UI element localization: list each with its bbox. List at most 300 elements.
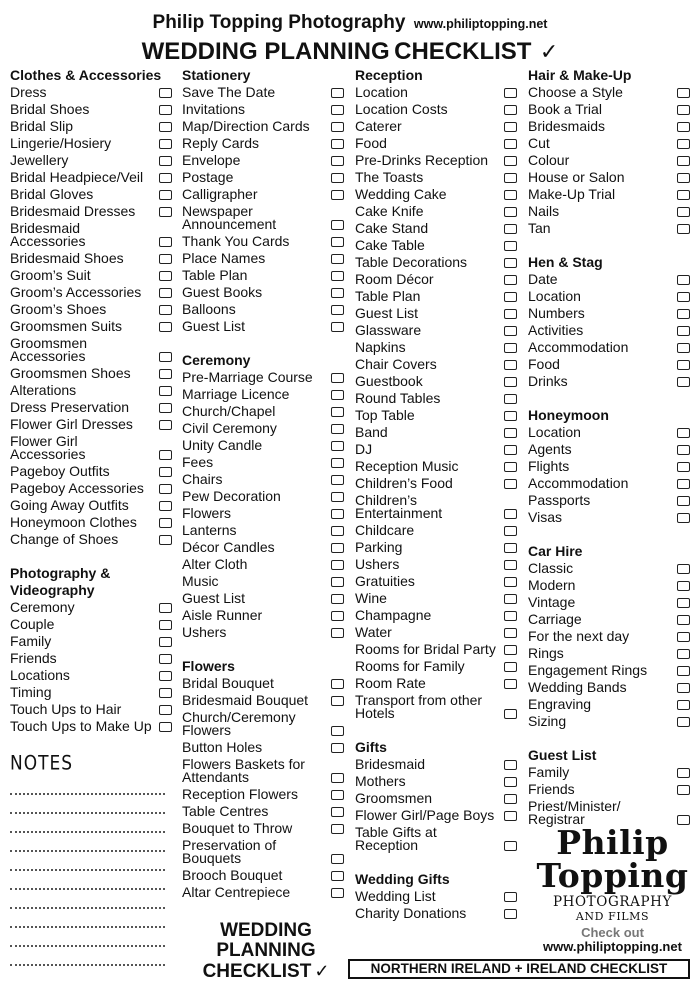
checklist-item	[528, 271, 690, 288]
checklist-item	[355, 607, 517, 624]
checklist-item	[182, 692, 344, 709]
checkbox[interactable]	[331, 871, 344, 881]
checklist-item	[528, 424, 690, 441]
checkbox[interactable]	[504, 679, 517, 689]
checkbox[interactable]	[504, 411, 517, 421]
checklist-item-label: Ushers	[182, 624, 227, 640]
checkbox[interactable]	[677, 815, 690, 825]
checkbox[interactable]	[159, 403, 172, 413]
checkbox[interactable]	[677, 377, 690, 387]
checkbox[interactable]	[159, 467, 172, 477]
checkbox[interactable]	[159, 369, 172, 379]
header-url[interactable]: www.philiptopping.net	[413, 17, 548, 31]
section-honeymoon	[528, 407, 690, 526]
checklist-item	[182, 267, 344, 284]
checkbox[interactable]	[331, 458, 344, 468]
checkbox[interactable]	[677, 122, 690, 132]
checklist-item-label: Wedding List	[355, 888, 436, 904]
checklist-item-label: Bridesmaid Accessories	[10, 220, 86, 249]
checkbox[interactable]	[331, 628, 344, 638]
checklist-item	[528, 118, 690, 135]
checkbox[interactable]	[159, 105, 172, 115]
checkbox[interactable]	[504, 258, 517, 268]
checkbox[interactable]	[504, 526, 517, 536]
checkbox[interactable]	[504, 594, 517, 604]
checklist-item	[182, 505, 344, 522]
checklist-item	[355, 492, 517, 522]
checklist-item-label: Water	[355, 624, 392, 640]
checkbox[interactable]	[504, 105, 517, 115]
checkbox[interactable]	[159, 122, 172, 132]
checklist-item	[355, 692, 517, 722]
checkbox[interactable]	[504, 173, 517, 183]
checklist-item	[10, 684, 172, 701]
checkbox[interactable]	[331, 237, 344, 247]
checklist-item-label: Vintage	[528, 594, 576, 610]
checkbox[interactable]	[331, 807, 344, 817]
checkbox[interactable]	[504, 207, 517, 217]
checklist-item-label: Calligrapher	[182, 186, 258, 202]
checklist-item-label: Music	[182, 573, 219, 589]
section-hen-stag	[528, 254, 690, 390]
checkbox[interactable]	[159, 705, 172, 715]
checklist-item-label: Priest/Minister/ Registrar	[528, 798, 621, 827]
checkbox[interactable]	[331, 611, 344, 621]
checkbox[interactable]	[677, 156, 690, 166]
footer-title-line-3	[186, 961, 346, 982]
checkbox[interactable]	[677, 632, 690, 642]
notes-line[interactable]	[10, 852, 165, 871]
checkbox[interactable]	[331, 679, 344, 689]
notes-title: NOTES	[10, 752, 74, 775]
checklist-item-label: Book a Trial	[528, 101, 602, 117]
checkbox[interactable]	[331, 560, 344, 570]
checkbox[interactable]	[159, 386, 172, 396]
checklist-item	[528, 220, 690, 237]
checkbox[interactable]	[504, 241, 517, 251]
checkbox[interactable]	[331, 577, 344, 587]
checklist-item-label: Aisle Runner	[182, 607, 263, 623]
checklist-item-label: Bridesmaid	[355, 756, 426, 772]
checkbox[interactable]	[331, 743, 344, 753]
checklist-item	[10, 433, 172, 463]
section-flowers	[182, 658, 344, 901]
checklist-item	[355, 407, 517, 424]
checkbox[interactable]	[159, 352, 172, 362]
checkbox[interactable]	[331, 790, 344, 800]
checklist-item-label: Groomsmen Accessories	[10, 335, 88, 364]
checkbox[interactable]	[159, 688, 172, 698]
checkbox[interactable]	[331, 190, 344, 200]
checklist-item-label: Wedding Bands	[528, 679, 627, 695]
footer-url[interactable]: www.philiptopping.net	[543, 939, 682, 954]
checkbox[interactable]	[504, 462, 517, 472]
checkbox[interactable]	[677, 666, 690, 676]
checklist-item-label: Map/Direction Cards	[182, 118, 310, 134]
checkbox[interactable]	[331, 122, 344, 132]
checkbox[interactable]	[159, 654, 172, 664]
checkbox[interactable]	[159, 207, 172, 217]
checkbox[interactable]	[677, 564, 690, 574]
checklist-item-label: Passports	[528, 492, 591, 508]
checkbox[interactable]	[331, 594, 344, 604]
checklist-item	[355, 824, 517, 854]
checkbox[interactable]	[677, 598, 690, 608]
checklist-item	[182, 488, 344, 505]
checkbox[interactable]	[504, 811, 517, 821]
checklist-item	[355, 905, 517, 922]
checkbox[interactable]	[504, 709, 517, 719]
checkbox[interactable]	[677, 479, 690, 489]
checkbox[interactable]	[677, 513, 690, 523]
checkbox[interactable]	[504, 156, 517, 166]
checkbox[interactable]	[677, 88, 690, 98]
checklist-item-label: Groomsmen Shoes	[10, 365, 131, 381]
checkbox[interactable]	[159, 518, 172, 528]
checklist-item-label: Ushers	[355, 556, 400, 572]
checkbox[interactable]	[331, 105, 344, 115]
checklist-item	[182, 284, 344, 301]
checkbox[interactable]	[159, 620, 172, 630]
logo	[535, 823, 690, 923]
checklist-item-label: For the next day	[528, 628, 630, 644]
checkbox[interactable]	[159, 288, 172, 298]
checkbox[interactable]	[677, 139, 690, 149]
checkbox[interactable]	[504, 394, 517, 404]
checklist-item-label: Place Names	[182, 250, 266, 266]
checkbox[interactable]	[331, 288, 344, 298]
checkbox[interactable]	[504, 275, 517, 285]
checklist-item-label: Pageboy Outfits	[10, 463, 110, 479]
checklist-item-label: Flower Girl Dresses	[10, 416, 133, 432]
checklist-item-label: Cut	[528, 135, 550, 151]
checklist-item-label: Alter Cloth	[182, 556, 248, 572]
checkbox[interactable]	[504, 560, 517, 570]
checkbox[interactable]	[504, 777, 517, 787]
checklist-item-label: Brooch Bouquet	[182, 867, 283, 883]
checkbox[interactable]	[331, 305, 344, 315]
checklist-item	[355, 641, 517, 658]
checkbox[interactable]	[504, 611, 517, 621]
checklist-item-label: Button Holes	[182, 739, 263, 755]
checklist-item-label: Fees	[182, 454, 214, 470]
checklist-item	[182, 786, 344, 803]
checkbox[interactable]	[159, 190, 172, 200]
checkbox[interactable]	[331, 441, 344, 451]
checkbox[interactable]	[159, 450, 172, 460]
checklist-item	[10, 152, 172, 169]
checkbox[interactable]	[677, 326, 690, 336]
checkbox[interactable]	[159, 420, 172, 430]
checkbox[interactable]	[331, 854, 344, 864]
notes-line[interactable]	[10, 928, 165, 947]
checklist-item	[528, 764, 690, 781]
column-3	[355, 67, 517, 939]
checklist-item-label: Family	[10, 633, 52, 649]
checklist-item	[528, 169, 690, 186]
checklist-item	[182, 101, 344, 118]
checklist-item	[355, 84, 517, 101]
checklist-item-label: Cake Table	[355, 237, 425, 253]
checkbox[interactable]	[504, 794, 517, 804]
checkbox[interactable]	[677, 292, 690, 302]
checkbox[interactable]	[677, 105, 690, 115]
checklist-item-label: Caterer	[355, 118, 402, 134]
logo-line-2: Topping	[536, 856, 689, 895]
checklist-item-label: Touch Ups to Make Up	[10, 718, 152, 734]
checkbox[interactable]	[504, 428, 517, 438]
checklist-item	[355, 288, 517, 305]
checkbox[interactable]	[677, 445, 690, 455]
checkbox[interactable]	[504, 892, 517, 902]
checkbox[interactable]	[159, 671, 172, 681]
checklist-item-label: Reception Flowers	[182, 786, 298, 802]
checklist-item	[10, 101, 172, 118]
section-gifts	[355, 739, 517, 854]
checklist-item	[182, 420, 344, 437]
checklist-item	[528, 594, 690, 611]
checklist-item-label: Dress Preservation	[10, 399, 130, 415]
checkbox[interactable]	[331, 824, 344, 834]
checkbox[interactable]	[159, 637, 172, 647]
section-photography-videography	[10, 565, 172, 735]
section-car-hire	[528, 543, 690, 730]
checkbox[interactable]	[504, 377, 517, 387]
checkbox[interactable]	[159, 254, 172, 264]
checkbox[interactable]	[504, 190, 517, 200]
checkbox[interactable]	[677, 190, 690, 200]
check-out-label: Check out	[581, 925, 644, 940]
checklist-item	[182, 152, 344, 169]
checklist-item	[10, 318, 172, 335]
checklist-item	[528, 84, 690, 101]
notes-line[interactable]	[10, 833, 165, 852]
checkbox[interactable]	[677, 343, 690, 353]
checkbox[interactable]	[331, 88, 344, 98]
checkbox[interactable]	[677, 649, 690, 659]
checkbox[interactable]	[331, 271, 344, 281]
checklist-item	[528, 509, 690, 526]
checkbox[interactable]	[504, 841, 517, 851]
checkbox[interactable]	[159, 535, 172, 545]
checkbox[interactable]	[504, 645, 517, 655]
checklist-item	[355, 522, 517, 539]
notes-line[interactable]	[10, 890, 165, 909]
section-guest-list	[528, 747, 690, 828]
checkbox[interactable]	[331, 543, 344, 553]
checklist-item-label: Agents	[528, 441, 572, 457]
region-banner: NORTHERN IRELAND + IRELAND CHECKLIST	[348, 959, 690, 979]
checklist-item	[182, 590, 344, 607]
checklist-item-label: Carriage	[528, 611, 582, 627]
checklist-item	[182, 709, 344, 739]
checklist-item-label: Preservation of Bouquets	[182, 837, 277, 866]
checkbox[interactable]	[159, 156, 172, 166]
notes-line[interactable]	[10, 947, 165, 966]
checklist-item-label: Flowers	[182, 505, 232, 521]
checklist-item-label: Ceremony	[10, 599, 75, 615]
checkbox[interactable]	[159, 271, 172, 281]
checkbox[interactable]	[331, 726, 344, 736]
checkbox[interactable]	[677, 428, 690, 438]
checklist-item	[528, 679, 690, 696]
checklist-item-label: Children’s Entertainment	[355, 492, 443, 521]
checklist-item-label: Guestbook	[355, 373, 423, 389]
checklist-item-label: Church/Ceremony Flowers	[182, 709, 296, 738]
checklist-item-label: Save The Date	[182, 84, 276, 100]
checklist-item-label: Nails	[528, 203, 560, 219]
page-title-part2: CHECKLIST	[394, 38, 532, 65]
section-title: Clothes & Accessories	[10, 67, 162, 83]
checklist-item	[182, 203, 344, 233]
checkbox[interactable]	[677, 785, 690, 795]
checklist-item-label: Band	[355, 424, 388, 440]
checklist-item	[528, 373, 690, 390]
checkbox[interactable]	[504, 509, 517, 519]
section-title: Hen & Stag	[528, 254, 603, 270]
checkbox[interactable]	[159, 501, 172, 511]
checkbox[interactable]	[504, 292, 517, 302]
checkbox[interactable]	[504, 309, 517, 319]
checklist-item-label: Chairs	[182, 471, 223, 487]
checkbox[interactable]	[331, 139, 344, 149]
checkbox[interactable]	[504, 445, 517, 455]
checklist-item	[528, 339, 690, 356]
checkbox[interactable]	[677, 496, 690, 506]
checkbox[interactable]	[504, 760, 517, 770]
checkbox[interactable]	[159, 139, 172, 149]
checklist-item-label: Bridesmaids	[528, 118, 606, 134]
checkbox[interactable]	[504, 88, 517, 98]
checkbox[interactable]	[504, 360, 517, 370]
checklist-item	[355, 390, 517, 407]
checkbox[interactable]	[504, 543, 517, 553]
checkbox[interactable]	[331, 509, 344, 519]
checkbox[interactable]	[331, 526, 344, 536]
checkbox[interactable]	[159, 237, 172, 247]
checkbox[interactable]	[677, 581, 690, 591]
section-title: Photography & Videography	[10, 565, 111, 598]
checkbox[interactable]	[331, 373, 344, 383]
checkbox[interactable]	[159, 173, 172, 183]
checklist-item-label: Thank You Cards	[182, 233, 290, 249]
checkbox[interactable]	[677, 207, 690, 217]
notes-line[interactable]	[10, 814, 165, 833]
checkbox[interactable]	[331, 407, 344, 417]
checklist-item	[355, 590, 517, 607]
checkbox[interactable]	[504, 224, 517, 234]
checkbox[interactable]	[677, 224, 690, 234]
checkbox[interactable]	[677, 615, 690, 625]
notes-line[interactable]	[10, 776, 165, 795]
checkbox[interactable]	[677, 309, 690, 319]
checklist-item-label: Bridesmaid Bouquet	[182, 692, 309, 708]
section-title: Gifts	[355, 739, 387, 755]
checkbox[interactable]	[504, 122, 517, 132]
checklist-item	[355, 118, 517, 135]
checkbox[interactable]	[331, 475, 344, 485]
checklist-item-label: Food	[355, 135, 387, 151]
checkbox[interactable]	[159, 88, 172, 98]
checklist-item	[528, 577, 690, 594]
checklist-item-label: Bridal Bouquet	[182, 675, 274, 691]
notes-line[interactable]	[10, 909, 165, 928]
checkbox[interactable]	[677, 683, 690, 693]
page-title-part1: WEDDING PLANNING	[141, 38, 390, 65]
checklist-item-label: Wine	[355, 590, 387, 606]
checklist-item-label: Mothers	[355, 773, 406, 789]
checkbox[interactable]	[331, 220, 344, 230]
checklist-item-label: Classic	[528, 560, 574, 576]
checklist-item-label: Lingerie/Hosiery	[10, 135, 112, 151]
checkbox[interactable]	[677, 768, 690, 778]
checklist-item	[528, 492, 690, 509]
checklist-item	[355, 220, 517, 237]
checkbox[interactable]	[677, 462, 690, 472]
checklist-item-label: Locations	[10, 667, 70, 683]
checkbox[interactable]	[504, 577, 517, 587]
section-title: Honeymoon	[528, 407, 609, 423]
checkbox[interactable]	[677, 717, 690, 727]
checkbox[interactable]	[504, 479, 517, 489]
checklist-item	[182, 386, 344, 403]
checkbox[interactable]	[331, 173, 344, 183]
checkbox[interactable]	[331, 322, 344, 332]
checkbox[interactable]	[677, 275, 690, 285]
checkbox[interactable]	[677, 173, 690, 183]
checkbox[interactable]	[504, 139, 517, 149]
checklist-item	[355, 322, 517, 339]
checkbox[interactable]	[504, 343, 517, 353]
checklist-item	[528, 560, 690, 577]
checklist-item	[528, 696, 690, 713]
checkbox[interactable]	[331, 696, 344, 706]
checkbox[interactable]	[331, 888, 344, 898]
checklist-item-label: House or Salon	[528, 169, 625, 185]
checkbox[interactable]	[677, 700, 690, 710]
checklist-item-label: Décor Candles	[182, 539, 275, 555]
notes-line[interactable]	[10, 795, 165, 814]
checkbox[interactable]	[159, 322, 172, 332]
checkbox[interactable]	[677, 360, 690, 370]
checkbox[interactable]	[504, 662, 517, 672]
checkbox[interactable]	[331, 156, 344, 166]
checklist-item	[10, 514, 172, 531]
checklist-item	[10, 599, 172, 616]
checkbox[interactable]	[331, 492, 344, 502]
checkbox[interactable]	[504, 628, 517, 638]
checkbox[interactable]	[159, 603, 172, 613]
checkbox[interactable]	[159, 305, 172, 315]
checklist-item	[355, 790, 517, 807]
checklist-item-label: Newspaper Announcement	[182, 203, 277, 232]
checklist-item	[528, 135, 690, 152]
checkbox[interactable]	[504, 326, 517, 336]
checkbox[interactable]	[331, 773, 344, 783]
checkbox[interactable]	[331, 424, 344, 434]
checkbox[interactable]	[159, 484, 172, 494]
checklist-item	[528, 152, 690, 169]
checklist-item-label: Postage	[182, 169, 234, 185]
checkbox[interactable]	[159, 722, 172, 732]
checklist-item	[10, 718, 172, 735]
checklist-item	[528, 322, 690, 339]
checklist-item-label: Dress	[10, 84, 47, 100]
checkbox[interactable]	[331, 254, 344, 264]
checkbox[interactable]	[504, 909, 517, 919]
checkbox[interactable]	[331, 390, 344, 400]
notes-line[interactable]	[10, 871, 165, 890]
